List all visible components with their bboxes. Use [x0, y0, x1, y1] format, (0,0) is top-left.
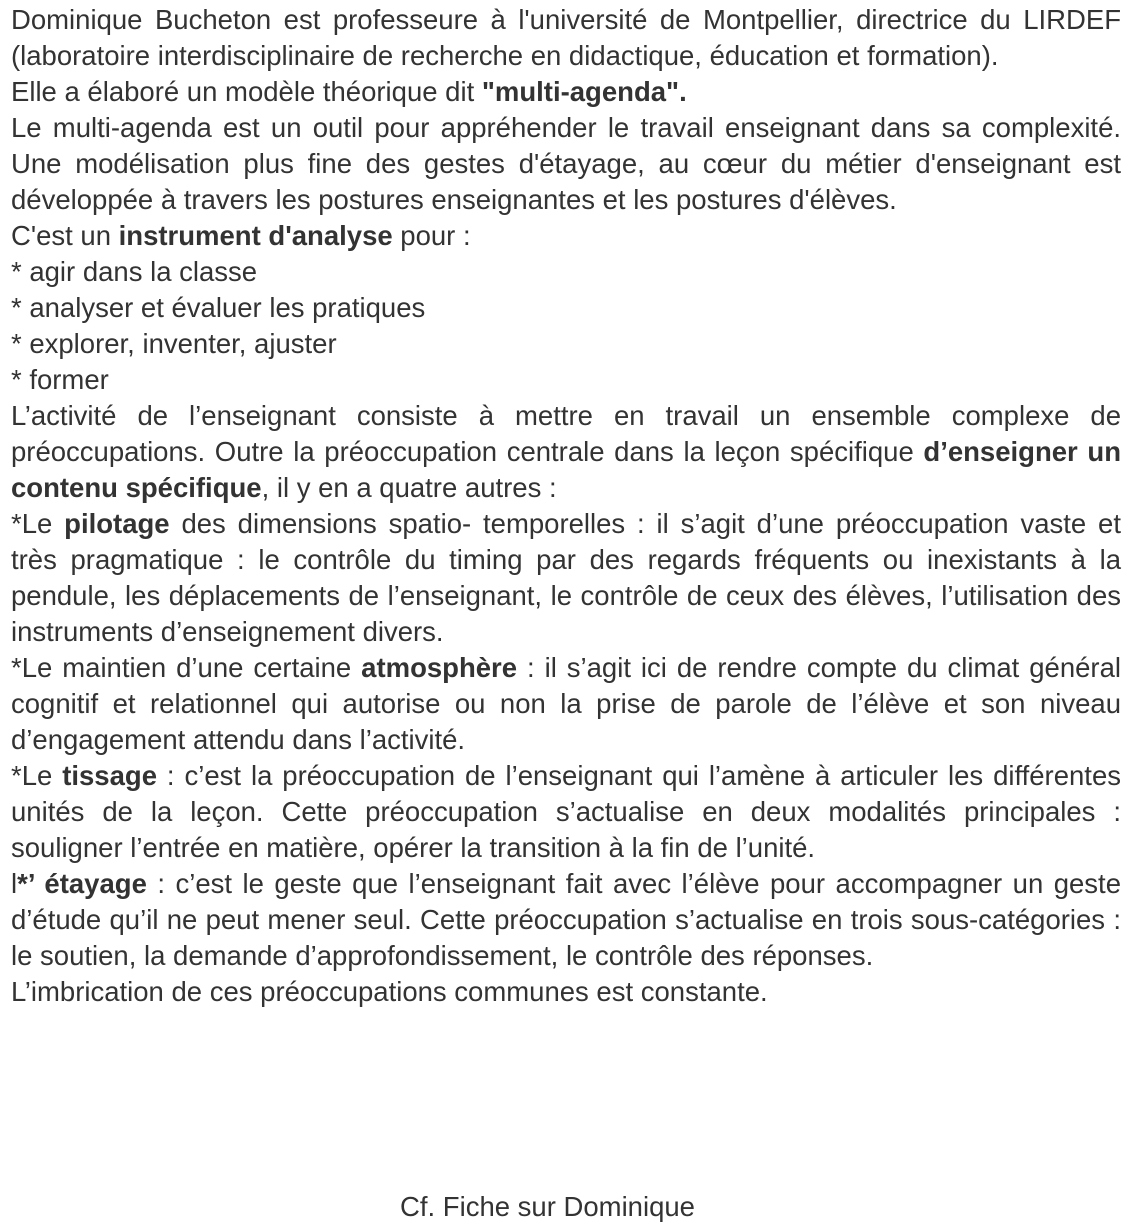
- text-run: *Le: [11, 760, 63, 791]
- paragraph-activity: [11, 398, 1121, 506]
- paragraph-intro: Dominique Bucheton est professeure à l'université de Montpellier, directrice du LIRDEF (laboratoire interdisciplinaire de recherche en didactique, éducation et formation).: [11, 4, 1121, 71]
- bold-term-pilotage: pilotage: [64, 508, 170, 539]
- text-run: : il s’agit ici de rendre compte du climat général cognitif et relationnel qui autorise ou non la prise de parole de l’élève et son niveau d’engagement attendu dans l’activité.: [11, 652, 1121, 755]
- bold-term-tissage: tissage: [62, 760, 157, 791]
- text-run: L’activité de l’enseignant consiste à mettre en travail un ensemble complexe de préoccupations. Outre la préoccupation centrale dans la leçon spécifique: [11, 400, 1121, 467]
- paragraph-instrument: [11, 218, 1121, 254]
- list-item: * explorer, inventer, ajuster: [11, 328, 337, 359]
- bold-term-multi-agenda: "multi-agenda".: [481, 76, 687, 107]
- text-run: *Le maintien d’une certaine: [11, 652, 362, 683]
- text-run: pour :: [392, 220, 471, 251]
- paragraph-conclusion: L’imbrication de ces préoccupations communes est constante.: [11, 976, 768, 1007]
- cutoff-line: [400, 1189, 740, 1222]
- bold-term-atmosphere: atmosphère: [361, 652, 518, 683]
- paragraph-multi-agenda: Le multi-agenda est un outil pour appréhender le travail enseignant dans sa complexité. Une modélisation plus fine des gestes d'étayage, au cœur du métier d'enseignant est développée à travers les postures enseignantes et les postures d'élèves.: [11, 112, 1121, 215]
- paragraph-pilotage: [11, 506, 1121, 650]
- cutoff-text: Cf. Fiche sur Dominique: [400, 1191, 695, 1222]
- paragraph-atmosphere: [11, 650, 1121, 758]
- list-item: * agir dans la classe: [11, 256, 258, 287]
- paragraph-etayage: [11, 866, 1121, 974]
- bold-term-instrument: instrument d'analyse: [118, 220, 393, 251]
- document-body: [11, 2, 1121, 1010]
- text-run: Elle a élaboré un modèle théorique dit: [11, 76, 482, 107]
- text-run: C'est un: [11, 220, 119, 251]
- text-run: , il y en a quatre autres :: [261, 472, 557, 503]
- bold-term-contenu: d’enseigner un contenu spécifique: [11, 436, 1121, 503]
- text-run: l: [11, 868, 18, 899]
- text-run: : c’est le geste que l’enseignant fait avec l’élève pour accompagner un geste d’étude qu’il ne peut mener seul. Cette préoccupation s’actualise en trois sous-catégories : le soutien, la demande d’approfondissement, le contrôle des réponses.: [11, 868, 1121, 971]
- list-item: * former: [11, 364, 109, 395]
- bold-term-etayage: *’ étayage: [17, 868, 147, 899]
- list-item: * analyser et évaluer les pratiques: [11, 292, 426, 323]
- text-run: : c’est la préoccupation de l’enseignant qui l’amène à articuler les différentes unités de la leçon. Cette préoccupation s’actualise en deux modalités principales : souligner l’entrée en matière, opérer la transition à la fin de l’unité.: [11, 760, 1121, 863]
- text-run: *Le: [11, 508, 65, 539]
- text-run: des dimensions spatio- temporelles : il s’agit d’une préoccupation vaste et très pragmatique : le contrôle du timing par des regards fréquents ou inexistants à la pendule, les déplacements de l’enseignant, le contrôle de ceux des élèves, l’utilisation des instruments d’enseignement divers.: [11, 508, 1121, 647]
- paragraph-model: [11, 74, 1121, 110]
- paragraph-tissage: [11, 758, 1121, 866]
